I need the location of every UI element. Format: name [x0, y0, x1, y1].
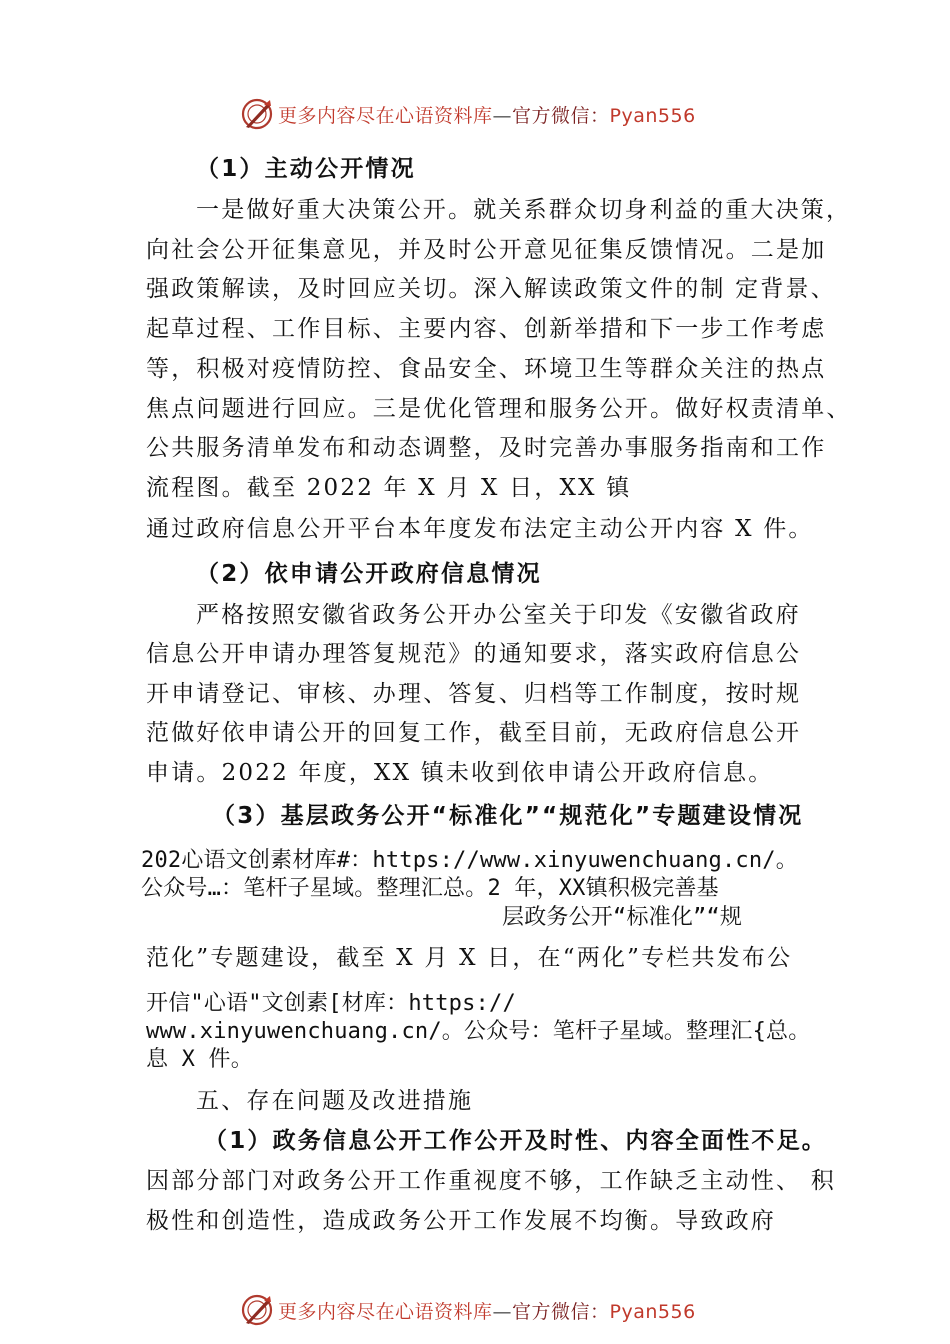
quill-seal-logo-icon	[240, 1293, 274, 1327]
paragraph-line: 层政务公开“标准化”“规	[502, 905, 743, 930]
paragraph-line: www.xinyuwenchuang.cn/。公众号：笔杆子星域。整理汇{总。	[146, 1019, 811, 1044]
banner-wechat-id: Pyan556	[609, 1300, 696, 1323]
paragraph-line: 信息公开申请办理答复规范》的通知要求，落实政府信息公	[146, 641, 802, 667]
banner-dash: —	[492, 1300, 513, 1323]
paragraph-line: 公共服务清单发布和动态调整，及时完善办事服务指南和工作	[146, 435, 827, 461]
heading-timeliness-issue: （1）政务信息公开工作公开及时性、内容全面性不足。	[204, 1128, 828, 1154]
paragraph-line: 申请。2022 年度，XX 镇未收到依申请公开政府信息。	[146, 760, 774, 786]
heading-request-disclosure: （2）依申请公开政府信息情况	[196, 561, 542, 587]
banner-dash: —	[492, 104, 513, 127]
banner-site-text: 更多内容尽在心语资料库	[278, 104, 493, 127]
banner-wechat-label: 官方微信：	[512, 1300, 610, 1323]
paragraph-line: 焦点问题进行回应。三是优化管理和服务公开。做好权责清单、	[146, 396, 852, 422]
paragraph-line: 202心语文创素材库#：https://www.xinyuwenchuang.cn/。	[141, 848, 798, 873]
banner-wechat-id: Pyan556	[609, 104, 696, 127]
paragraph-line: 范化”专题建设，截至 X 月 X 日，在“两化”专栏共发布公	[146, 945, 793, 971]
paragraph-line: 开申请登记、审核、办理、答复、归档等工作制度，按时规	[146, 681, 802, 707]
quill-seal-logo-icon	[240, 97, 274, 131]
header-banner	[240, 96, 696, 132]
paragraph-line: 严格按照安徽省政务公开办公室关于印发《安徽省政府	[196, 602, 801, 628]
heading-standardization: （3）基层政务公开“标准化”“规范化”专题建设情况	[212, 803, 804, 829]
paragraph-line: 强政策解读，及时回应关切。深入解读政策文件的制 定背景、	[146, 276, 836, 302]
paragraph-line: 公众号…：笔杆子星域。整理汇总。2 年，XX镇积极完善基	[141, 876, 719, 901]
banner-site-text: 更多内容尽在心语资料库	[278, 1300, 493, 1323]
paragraph-line: 一是做好重大决策公开。就关系群众切身利益的重大决策，	[196, 197, 852, 223]
paragraph-line: 通过政府信息公开平台本年度发布法定主动公开内容 X 件。	[146, 516, 814, 542]
paragraph-line: 息 X 件。	[146, 1047, 253, 1072]
paragraph-line: 范做好依申请公开的回复工作，截至目前，无政府信息公开	[146, 720, 802, 746]
paragraph-line: 流程图。截至 2022 年 X 月 X 日，XX 镇	[146, 475, 632, 501]
heading-problems-improvements: 五、存在问题及改进措施	[196, 1088, 474, 1114]
footer-banner	[240, 1292, 696, 1328]
paragraph-line: 等，积极对疫情防控、食品安全、环境卫生等群众关注的热点	[146, 356, 827, 382]
paragraph-line: 起草过程、工作目标、主要内容、创新举措和下一步工作考虑	[146, 316, 827, 342]
paragraph-line: 向社会公开征集意见，并及时公开意见征集反馈情况。二是加	[146, 237, 827, 263]
heading-proactive-disclosure: （1）主动公开情况	[196, 156, 416, 182]
paragraph-line: 开信"心语"文创素[材库：https://	[146, 991, 516, 1016]
banner-wechat-label: 官方微信：	[512, 104, 610, 127]
paragraph-line: 因部分部门对政务公开工作重视度不够，工作缺乏主动性、 积	[146, 1168, 836, 1194]
paragraph-line: 极性和创造性，造成政务公开工作发展不均衡。导致政府	[146, 1208, 776, 1234]
